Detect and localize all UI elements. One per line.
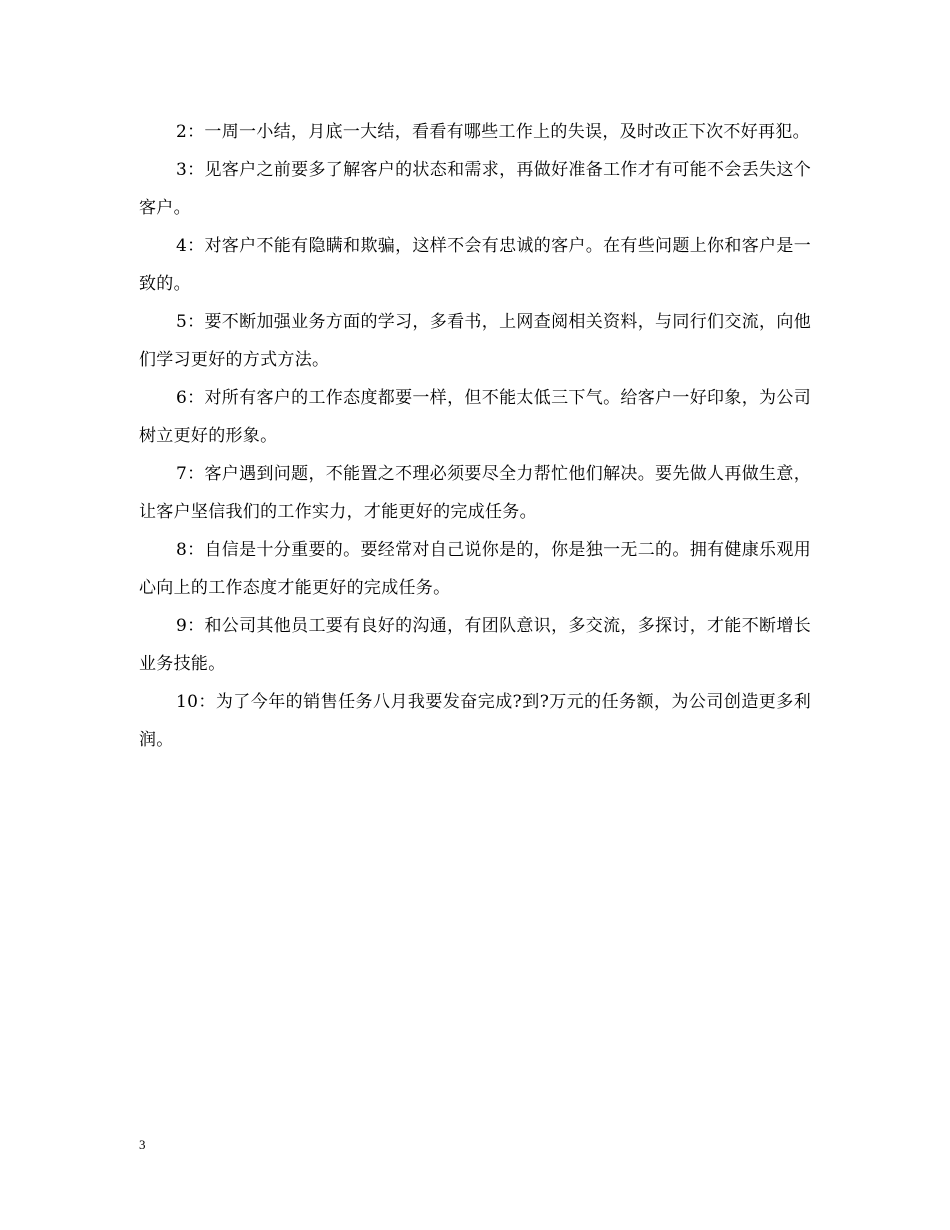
page-number: 3 (139, 1137, 146, 1152)
document-body (139, 113, 811, 759)
paragraph-item-4: 4：对客户不能有隐瞒和欺骗，这样不会有忠诚的客户。在有些问题上你和客户是一致的。 (139, 236, 811, 294)
paragraph-item-10: 10：为了今年的销售任务八月我要发奋完成?到?万元的任务额，为公司创造更多利润。 (139, 692, 811, 750)
paragraph-item-2: 2：一周一小结，月底一大结，看看有哪些工作上的失误，及时改正下次不好再犯。 (176, 122, 810, 142)
paragraph-item-3: 3：见客户之前要多了解客户的状态和需求，再做好准备工作才有可能不会丢失这个客户。 (139, 160, 811, 218)
paragraph-item-7: 7：客户遇到问题，不能置之不理必须要尽全力帮忙他们解决。要先做人再做生意，让客户坚信我们的工作实力，才能更好的完成任务。 (139, 464, 811, 522)
paragraph-item-8: 8：自信是十分重要的。要经常对自己说你是的，你是独一无二的。拥有健康乐观用心向上的工作态度才能更好的完成任务。 (139, 540, 811, 598)
paragraph-item-5: 5：要不断加强业务方面的学习，多看书，上网查阅相关资料，与同行们交流，向他们学习更好的方式方法。 (139, 312, 811, 370)
paragraph-item-6: 6：对所有客户的工作态度都要一样，但不能太低三下气。给客户一好印象，为公司树立更好的形象。 (139, 388, 811, 446)
paragraph-item-9: 9：和公司其他员工要有良好的沟通，有团队意识，多交流，多探讨，才能不断增长业务技能。 (139, 616, 811, 674)
